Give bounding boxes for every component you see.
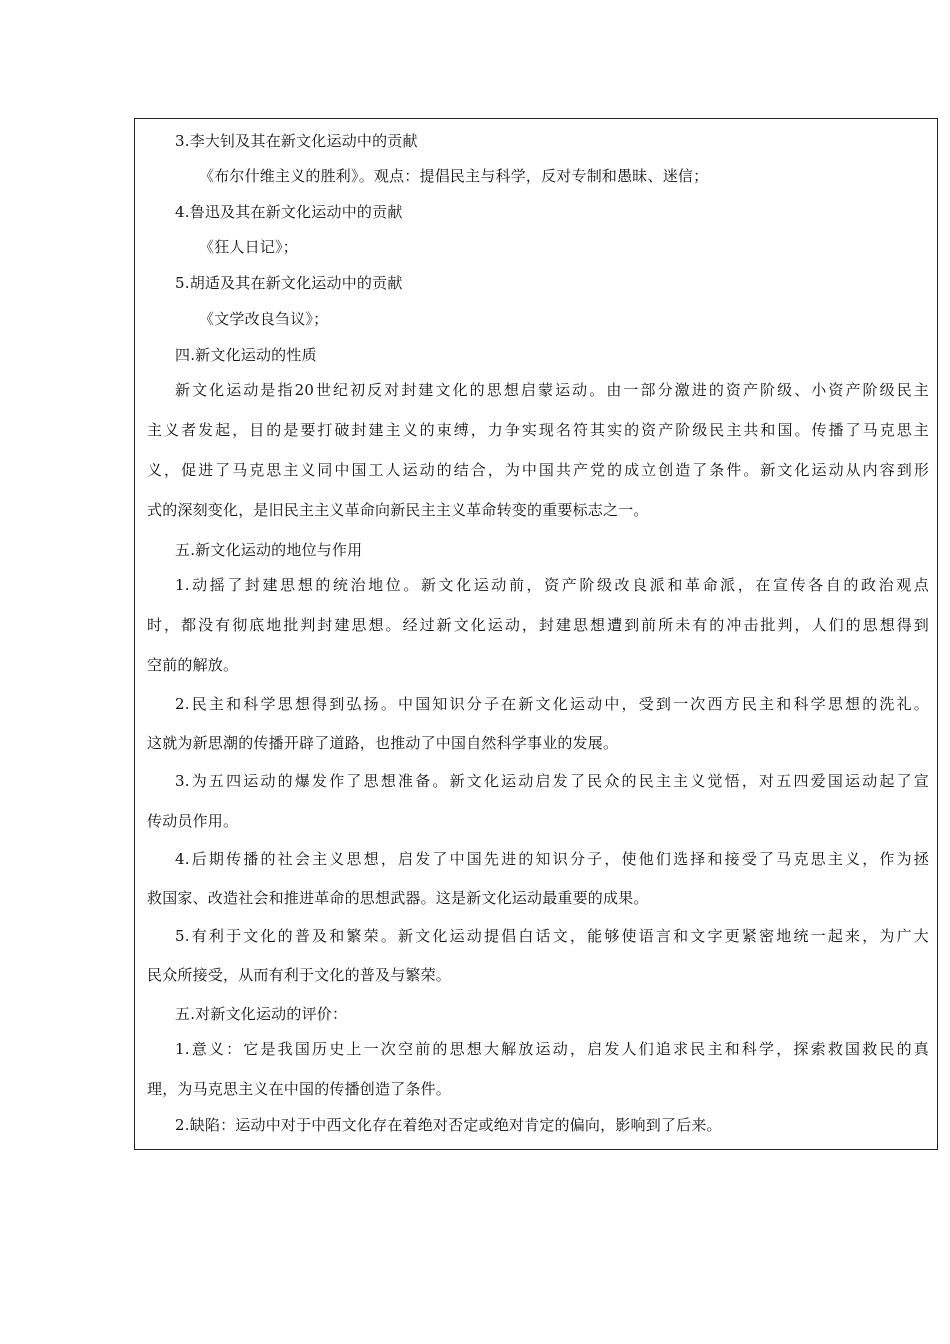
paragraph-nature-line: 义，促进了马克思主义同中国工人运动的结合，为中国共产党的成立创造了条件。新文化运动从内容到形	[147, 461, 929, 479]
paragraph-status-3-line: 传动员作用。	[147, 812, 239, 830]
paragraph-status-3-line: 3.为五四运动的爆发作了思想准备。新文化运动启发了民众的民主主义觉悟，对五四爱国运动起了宣	[175, 772, 929, 790]
paragraph-status-4-line: 4.后期传播的社会主义思想，启发了中国先进的知识分子，使他们选择和接受了马克思主义，作为拯	[175, 850, 929, 868]
paragraph-evaluation-1-line: 理，为马克思主义在中国的传播创造了条件。	[147, 1080, 452, 1098]
text-li-dazhao-work: 《布尔什维主义的胜利》。观点：提倡民主与科学，反对专制和愚昧、迷信；	[199, 167, 709, 185]
heading-hu-shi: 5.胡适及其在新文化运动中的贡献	[175, 274, 403, 292]
text-lu-xun-work: 《狂人日记》；	[199, 238, 298, 256]
paragraph-evaluation-2-line: 2.缺陷：运动中对于中西文化存在着绝对否定或绝对肯定的偏向，影响到了后来。	[175, 1116, 722, 1134]
section-heading-nature: 四.新文化运动的性质	[175, 346, 317, 364]
paragraph-status-1-line: 1.动摇了封建思想的统治地位。新文化运动前，资产阶级改良派和革命派，在宣传各自的政治观点	[175, 576, 929, 594]
heading-lu-xun: 4.鲁迅及其在新文化运动中的贡献	[175, 203, 403, 221]
paragraph-evaluation-1-line: 1.意义：它是我国历史上一次空前的思想大解放运动，启发人们追求民主和科学，探索救国救民的真	[175, 1040, 929, 1058]
section-heading-status: 五.新文化运动的地位与作用	[175, 541, 363, 559]
paragraph-nature-line: 式的深刻变化，是旧民主主义革命向新民主主义革命转变的重要标志之一。	[147, 501, 649, 519]
paragraph-nature-line: 新文化运动是指20世纪初反对封建文化的思想启蒙运动。由一部分激进的资产阶级、小资产阶级民主	[175, 381, 929, 399]
heading-li-dazhao: 3.李大钊及其在新文化运动中的贡献	[175, 132, 418, 150]
paragraph-status-1-line: 时，都没有彻底地批判封建思想。经过新文化运动，封建思想遭到前所未有的冲击批判，人们的思想得到	[147, 616, 929, 634]
paragraph-status-2-line: 这就为新思潮的传播开辟了道路，也推动了中国自然科学事业的发展。	[147, 734, 619, 752]
paragraph-status-1-line: 空前的解放。	[147, 656, 239, 674]
paragraph-status-4-line: 救国家、改造社会和推进革命的思想武器。这是新文化运动最重要的成果。	[147, 889, 649, 907]
section-heading-evaluation: 五.对新文化运动的评价：	[175, 1005, 348, 1023]
paragraph-status-5-line: 5.有利于文化的普及和繁荣。新文化运动提倡白话文，能够使语言和文字更紧密地统一起来，为广大	[175, 927, 929, 945]
paragraph-nature-line: 主义者发起，目的是要打破封建主义的束缚，力争实现名符其实的资产阶级民主共和国。传播了马克思主	[147, 421, 929, 439]
paragraph-status-5-line: 民众所接受，从而有利于文化的普及与繁荣。	[147, 966, 452, 984]
paragraph-status-2-line: 2.民主和科学思想得到弘扬。中国知识分子在新文化运动中，受到一次西方民主和科学思想的洗礼。	[175, 695, 929, 713]
document-table-cell	[134, 118, 938, 1150]
text-hu-shi-work: 《文学改良刍议》；	[199, 310, 329, 328]
